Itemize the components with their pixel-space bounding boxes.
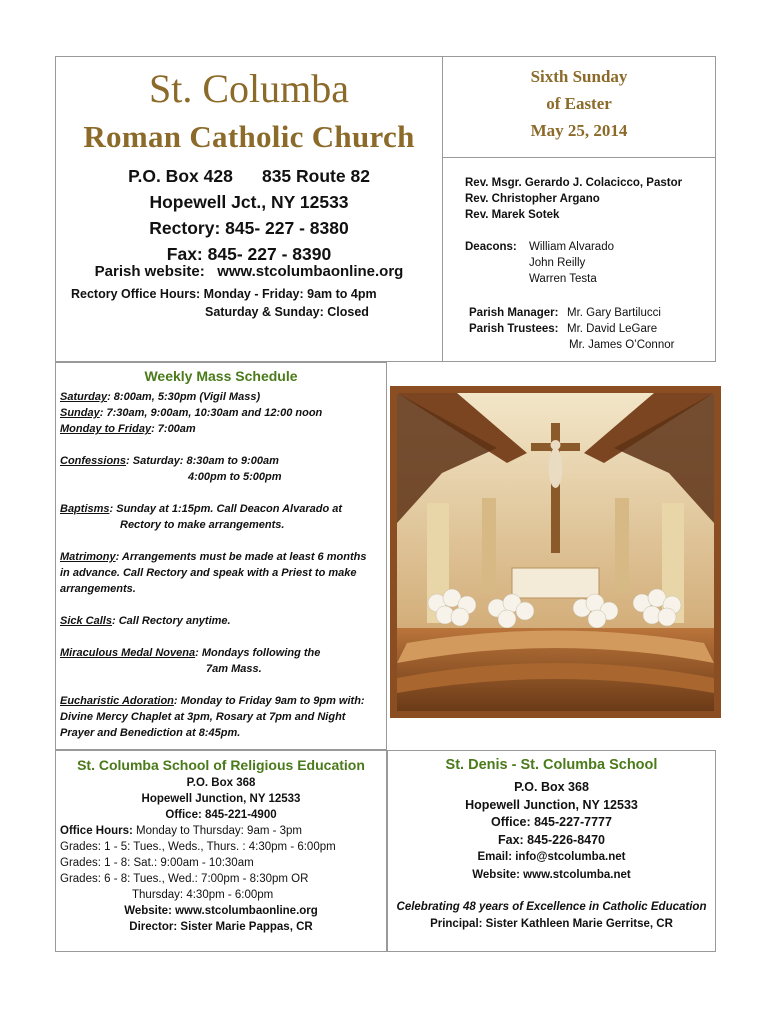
header-church-box — [55, 56, 443, 362]
matrimony-label: Matrimony — [60, 551, 116, 563]
matrimony-text-3: arrangements. — [60, 583, 136, 595]
novena-text-2: 7am Mass. — [206, 663, 262, 675]
weekday-label: Monday to Friday — [60, 423, 152, 435]
school-email: Email: info@stcolumba.net — [477, 851, 626, 863]
saturday-times: : 8:00am, 5:30pm (Vigil Mass) — [107, 391, 261, 403]
weekday-times: : 7:00am — [151, 423, 196, 435]
grades-line: Grades: 6 - 8: Tues., Wed.: 7:00pm - 8:30pm OR — [60, 873, 309, 885]
deacons-list — [465, 239, 614, 287]
religious-ed-details — [56, 775, 386, 935]
divider — [443, 157, 715, 158]
school-principal: Principal: Sister Kathleen Marie Gerritse, CR — [430, 918, 673, 930]
adoration-text: : Monday to Friday 9am to 9pm with: — [173, 695, 365, 707]
address-line: P.O. Box 428 835 Route 82 — [128, 166, 370, 186]
clergy-item: Rev. Msgr. Gerardo J. Colacicco, Pastor — [465, 177, 683, 189]
church-address — [56, 163, 442, 267]
address-line: Rectory: 845- 227 - 8380 — [149, 218, 349, 238]
address-line: Hopewell Jct., NY 12533 — [149, 192, 349, 212]
deacon-name: Warren Testa — [529, 273, 597, 285]
religious-education-box — [55, 750, 387, 952]
church-interior-photo — [390, 386, 721, 718]
sick-calls-text: : Call Rectory anytime. — [111, 615, 231, 627]
religious-ed-hours-label: Office Hours: — [60, 825, 133, 837]
trustee-name: Mr. David LeGare — [567, 323, 658, 335]
school-city: Hopewell Junction, NY 12533 — [465, 797, 638, 812]
school-fax: Fax: 845-226-8470 — [497, 832, 606, 847]
liturgical-date — [443, 63, 715, 144]
school-motto — [388, 899, 715, 933]
clergy-list — [465, 175, 682, 223]
adoration-label: Eucharistic Adoration — [60, 695, 174, 707]
mass-schedule-body — [60, 389, 366, 741]
office-hours-weekend: Saturday & Sunday: Closed — [205, 305, 369, 319]
adoration-text-2: Divine Mercy Chaplet at 3pm, Rosary at 7pm and Night — [60, 711, 346, 723]
school-website: Website: www.stcolumba.net — [472, 868, 631, 881]
adoration-text-3: Prayer and Benediction at 8:45pm. — [60, 727, 241, 739]
church-subtitle: Roman Catholic Church — [83, 119, 415, 154]
baptisms-text: : Sunday at 1:15pm. Call Deacon Alvarado at — [109, 503, 343, 515]
church-name: St. Columba — [148, 66, 350, 111]
saturday-label: Saturday — [60, 391, 108, 403]
school-box — [387, 750, 716, 952]
grades-line: Grades: 1 - 8: Sat.: 9:00am - 10:30am — [60, 857, 254, 869]
date-line-1: Sixth Sunday — [530, 67, 628, 86]
religious-ed-po-box: P.O. Box 368 — [186, 777, 256, 789]
matrimony-text: : Arrangements must be made at least 6 months — [115, 551, 367, 563]
novena-label: Miraculous Medal Novena — [60, 647, 196, 659]
religious-ed-city: Hopewell Junction, NY 12533 — [141, 793, 301, 805]
parish-management — [469, 305, 674, 353]
deacons-label: Deacons: — [465, 241, 517, 253]
office-hours — [71, 285, 377, 321]
baptisms-text-2: Rectory to make arrangements. — [120, 519, 285, 531]
parish-website: Parish website: www.stcolumbaonline.org — [94, 263, 404, 280]
clergy-item: Rev. Christopher Argano — [465, 193, 600, 205]
confessions-text: : Saturday: 8:30am to 9:00am — [126, 455, 279, 467]
manager-name: Mr. Gary Bartilucci — [567, 307, 661, 319]
religious-ed-director: Director: Sister Marie Pappas, CR — [129, 921, 313, 933]
school-office: Office: 845-227-7777 — [491, 815, 612, 829]
confessions-label: Confessions — [60, 455, 127, 467]
altar-illustration — [397, 393, 714, 711]
confessions-text-2: 4:00pm to 5:00pm — [188, 471, 282, 483]
celebrating-text: Celebrating 48 years of Excellence in Catholic Education — [396, 901, 707, 913]
trustee-name: Mr. James O’Connor — [569, 339, 675, 351]
sunday-times: : 7:30am, 9:00am, 10:30am and 12:00 noon — [99, 407, 323, 419]
grades-line: Thursday: 4:30pm - 6:00pm — [132, 889, 274, 901]
trustees-label: Parish Trustees: — [469, 323, 559, 335]
address-line: Fax: 845- 227 - 8390 — [166, 244, 332, 264]
baptisms-label: Baptisms — [60, 503, 110, 515]
manager-label: Parish Manager: — [469, 307, 559, 319]
sunday-label: Sunday — [60, 407, 100, 419]
sick-calls-label: Sick Calls — [60, 615, 112, 627]
grades-line: Grades: 1 - 5: Tues., Weds., Thurs. : 4:30pm - 6:00pm — [60, 841, 336, 853]
school-po-box: P.O. Box 368 — [514, 780, 589, 794]
school-title: St. Denis - St. Columba School — [445, 757, 658, 773]
date-line-2: of Easter — [546, 94, 612, 113]
religious-ed-office: Office: 845-221-4900 — [165, 809, 277, 821]
religious-ed-website: Website: www.stcolumbaonline.org — [124, 905, 318, 917]
office-hours-weekday: Rectory Office Hours: Monday - Friday: 9am to 4pm — [71, 287, 377, 301]
clergy-item: Rev. Marek Sotek — [465, 209, 560, 221]
novena-text: : Mondays following the — [195, 647, 321, 659]
mass-schedule-box — [55, 362, 387, 750]
deacon-name: John Reilly — [529, 257, 586, 269]
matrimony-text-2: in advance. Call Rectory and speak with a Priest to make — [60, 567, 357, 579]
mass-schedule-title: Weekly Mass Schedule — [144, 368, 298, 384]
religious-ed-title: St. Columba School of Religious Education — [77, 757, 365, 773]
school-details — [388, 779, 715, 884]
religious-ed-hours: Monday to Thursday: 9am - 3pm — [132, 825, 303, 837]
deacon-name: William Alvarado — [529, 241, 614, 253]
date-line-3: May 25, 2014 — [530, 121, 628, 140]
header-clergy-box — [442, 56, 716, 362]
